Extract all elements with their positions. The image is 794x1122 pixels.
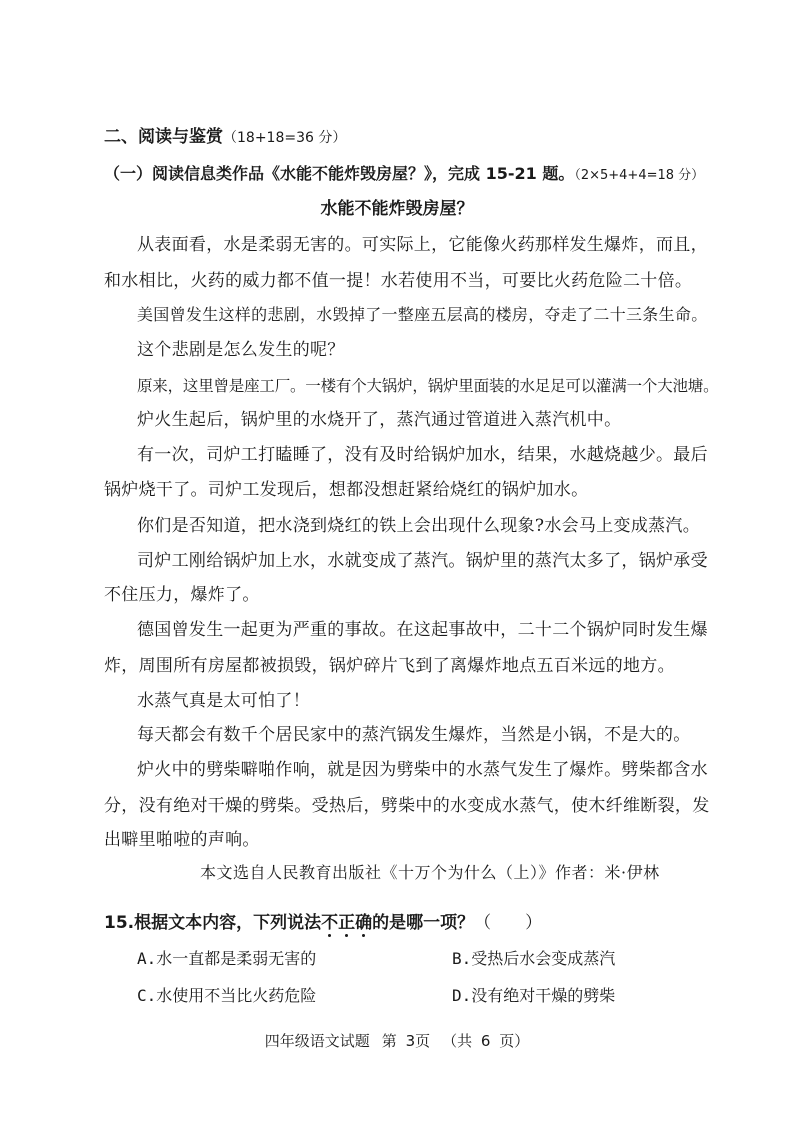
question-emphasis: 不 bbox=[321, 913, 339, 933]
article-line: 每天都会有数千个居民家中的蒸汽锅发生爆炸，当然是小锅，不是大的。 bbox=[137, 725, 691, 745]
footer-subject: 四年级语文试题 bbox=[264, 1032, 370, 1050]
article-line: 炸，周围所有房屋都被损毁，锅炉碎片飞到了离爆炸地点五百米远的地方。 bbox=[104, 656, 675, 676]
article-line: 水蒸气真是太可怕了！ bbox=[137, 691, 310, 711]
answer-blank[interactable]: （ ） bbox=[474, 913, 543, 933]
page-footer bbox=[0, 1030, 794, 1052]
article-line: 这个悲剧是怎么发生的呢？ bbox=[137, 340, 345, 360]
section-title: 二、阅读与鉴赏 bbox=[104, 127, 223, 147]
article-line: 炉火中的劈柴噼啪作响，就是因为劈柴中的水蒸气发生了爆炸。劈柴都含水 bbox=[137, 760, 708, 780]
article-line: 出噼里啪啦的声响。 bbox=[104, 830, 260, 850]
article-line: 和水相比，火药的威力都不值一提！水若使用不当，可要比火药危险二十倍。 bbox=[104, 271, 693, 291]
footer-page-number: 第 3页 bbox=[381, 1032, 431, 1050]
article-line: 原来，这里曾是座工厂。一楼有个大锅炉，锅炉里面装的水足足可以灌满一个大池塘。 bbox=[137, 377, 719, 395]
article-line: 司炉工刚给锅炉加上水，水就变成了蒸汽。锅炉里的蒸汽太多了，锅炉承受 bbox=[137, 551, 708, 571]
question-15 bbox=[104, 912, 542, 934]
section-score: （18+18=36 分） bbox=[223, 130, 347, 146]
subsection-score: （2×5+4+4=18 分） bbox=[574, 168, 705, 183]
question-suffix: 的是哪一项？ bbox=[372, 913, 475, 933]
subsection-title: （一）阅读信息类作品《水能不能炸毁房屋？》，完成 15-21 题。 bbox=[104, 164, 575, 183]
article-line: 你们是否知道，把水浇到烧红的铁上会出现什么现象?水会马上变成蒸汽。 bbox=[137, 516, 701, 536]
footer-total-pages: （共 6 页） bbox=[442, 1032, 530, 1050]
question-prefix: 15.根据文本内容，下列说法 bbox=[104, 913, 322, 933]
subsection-heading bbox=[104, 163, 704, 187]
option-b[interactable]: B.受热后水会变成蒸汽 bbox=[452, 949, 616, 968]
article-title: 水能不能炸毁房屋？ bbox=[320, 199, 474, 219]
option-a[interactable]: A.水一直都是柔弱无害的 bbox=[137, 949, 317, 968]
article-line: 不住压力，爆炸了。 bbox=[104, 585, 260, 605]
option-d[interactable]: D.没有绝对干燥的劈柴 bbox=[452, 986, 616, 1005]
article-line: 锅炉烧干了。司炉工发现后，想都没想赶紧给烧红的锅炉加水。 bbox=[104, 480, 589, 500]
article-line: 从表面看，水是柔弱无害的。可实际上，它能像火药那样发生爆炸，而且， bbox=[137, 235, 708, 255]
article-line: 有一次，司炉工打瞌睡了，没有及时给锅炉加水，结果，水越烧越少。最后 bbox=[137, 445, 708, 465]
article-source: 本文选自人民教育出版社《十万个为什么（上）》作者：米·伊林 bbox=[200, 863, 660, 882]
article-line: 德国曾发生一起更为严重的事故。在这起事故中，二十二个锅炉同时发生爆 bbox=[137, 620, 708, 640]
article-line: 分，没有绝对干燥的劈柴。受热后，劈柴中的水变成水蒸气，使木纤维断裂，发 bbox=[104, 796, 710, 816]
article-line: 美国曾发生这样的悲剧，水毁掉了一整座五层高的楼房，夺走了二十三条生命。 bbox=[137, 305, 708, 324]
section-heading bbox=[104, 126, 346, 149]
question-emphasis: 正 bbox=[338, 913, 356, 933]
article-line: 炉火生起后，锅炉里的水烧开了，蒸汽通过管道进入蒸汽机中。 bbox=[137, 410, 622, 430]
option-c[interactable]: C.水使用不当比火药危险 bbox=[137, 986, 317, 1005]
question-emphasis: 确 bbox=[355, 913, 373, 933]
